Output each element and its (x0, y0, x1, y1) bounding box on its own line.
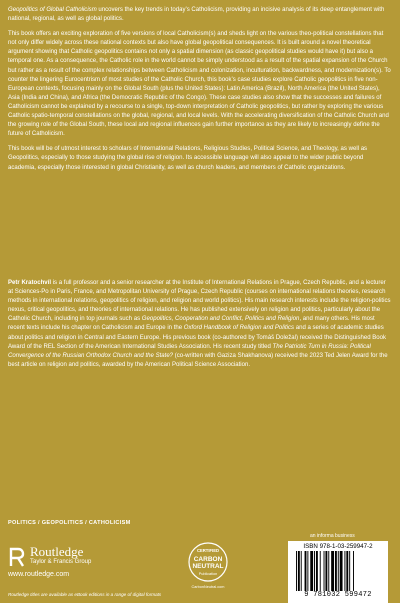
barcode-area (288, 533, 388, 603)
description-paragraph-2: This book offers an exciting exploration of five versions of local Catholicism(s) and sheds light on the various theo-political constellations that not only differ widely across these national contexts but also have global geopolitical consequences. It is built around a novel theoretical argument showing that Catholic geopolitics contains not only a spatial dimension (as classic geopolitical studies would have it) but also a temporal one. As a consequence, the Catholic role in the world cannot be simply understood as a result of the spatial expansion of the Church but rather as a result of the complex relationships between Catholicism and colonization, inculturation, backwardness, and modernization(s). To counter the lingering Eurocentrism of most studies of the Catholic Church, this book’s case studies explore Catholic geopolitics in five non-European contexts, focusing mainly on the Global South (plus the United States): Latin America (Brazil), North America (the United States), Asia (India and China), and Africa (the Democratic Republic of the Congo). These case studies also show that the successes and failures of Catholicism cannot be explained by a recourse to a single, top-down interpretation of Catholic geopolitics, but rather by exploring the various Catholic spatio-temporal constellations on the global, regional, and local levels. With the accelerating diversification of the Catholic Church and the growing role of the Global South, these local and regional influences gain further importance as they are likely to increasingly define the future of Catholicism. (8, 31, 391, 138)
barcode-bar (328, 551, 329, 591)
bio-text: is a full professor and a senior researcher at the Institute of International Relations in Prague, Czech Republic, and a lecturer at Sciences-Po in Paris, France, and Metropolitan University of Prague, Czech Republic (courses on international relations theories, research methods in international relations, geopolitics of religion, and religion and world politics). His main research interests include the religion-politics nexus, critical geopolitics, and theories of international relations. He has published extensively on religion and politics, particularly about the Catholic Church, including in top journals such as (8, 280, 391, 323)
barcode-bar (298, 551, 300, 591)
barcode-box (288, 541, 388, 603)
publisher-website: www.routledge.com (8, 571, 70, 578)
handbook-title: Oxford Handbook of Religion and Politics (183, 325, 295, 332)
journal-list: Geopolitics, Cooperation and Conflict, Politics and Religion (141, 316, 300, 323)
book-title-inline: Geopolitics of Global Catholicism (8, 7, 97, 13)
subject-categories: POLITICS / GEOPOLITICS / CATHOLICISM (8, 520, 131, 526)
publisher-group: Taylor & Francis Group (30, 559, 92, 565)
barcode-bar (325, 551, 327, 591)
barcode-bar (310, 551, 313, 591)
barcode-bar (353, 551, 354, 591)
barcode-bar (320, 551, 321, 591)
barcode-bar (335, 551, 337, 591)
carbon-neutral-icon (188, 540, 228, 584)
publisher-logo (8, 546, 128, 568)
barcode-bar (338, 551, 339, 591)
publisher-logo-area (8, 546, 128, 578)
description-text: uncovers the key trends in today’s Catholicism, providing an incisive analysis of its deep entanglement with national, regional, as well as global politics. (8, 7, 385, 23)
barcode-bar (331, 551, 334, 591)
ebook-note: Routledge titles are available as eBook editions in a range of digital formats (8, 592, 162, 597)
cover-footer (0, 533, 400, 600)
description-paragraph-3: This book will be of utmost interest to scholars of International Relations, Religious Studies, Political Science, and Theology, as well as Geopolitics, especially to those studying the global rise of religion. Its accessible language will also appeal to the wider public beyond academia, especially those interested in global Christianity, as well as church leaders, and members of Catholic organizations. (8, 146, 368, 171)
study-title: The Patriotic Turn in Russia: Political Convergence of the Russian Orthodox Church and the State? (8, 343, 371, 359)
bio-text: , and many others. His most recent texts include his chapter on Catholicism and Europe in the (8, 316, 375, 332)
bio-text: (co-written with Gaziza Shakhanova) received the 2023 Ted Jelen Award for the best article on religion and politics, awarded by the American Political Science Association. (8, 352, 388, 368)
author-name: Petr Kratochvíl (8, 280, 52, 286)
seal-sub-text: Publication (198, 572, 218, 576)
barcode-bars (296, 551, 380, 591)
barcode-bar (316, 551, 318, 591)
barcode-bar (346, 551, 348, 591)
publisher-name: Routledge (30, 544, 84, 559)
author-bio (8, 279, 392, 376)
author-bio-paragraph (8, 279, 392, 370)
barcode-bar (296, 551, 297, 591)
barcode-bar (307, 551, 308, 591)
seal-main-text-2: NEUTRAL (192, 563, 224, 570)
barcode-bar (301, 551, 302, 591)
routledge-r-icon (8, 546, 26, 568)
seal-main-text-1: CARBON (193, 556, 223, 563)
informa-business-label: an informa business (310, 533, 355, 539)
description-paragraph-1 (8, 6, 392, 24)
bio-text: and a series of academic studies about politics and religion in Central and Eastern Europe. His previous book (co-authored by Tomáš Doležal) received the Distinguished Book Award of the REL Section of the American International Studies Association. His recent study titled (8, 325, 387, 350)
carbon-neutral-seal (186, 540, 230, 598)
barcode-bar (349, 551, 350, 591)
barcode-bar (340, 551, 343, 591)
barcode-bar (305, 551, 307, 591)
barcode-bar (314, 551, 315, 591)
seal-url: CarbonNeutral.com (191, 585, 225, 589)
barcode-digits: 9 781032 599472 (304, 591, 372, 599)
seal-top-text: CERTIFIED (196, 548, 220, 553)
barcode-bar (324, 551, 325, 591)
book-description (8, 6, 392, 179)
isbn-label: ISBN 978-1-03-259947-2 (303, 543, 373, 550)
barcode-bar (344, 551, 345, 591)
